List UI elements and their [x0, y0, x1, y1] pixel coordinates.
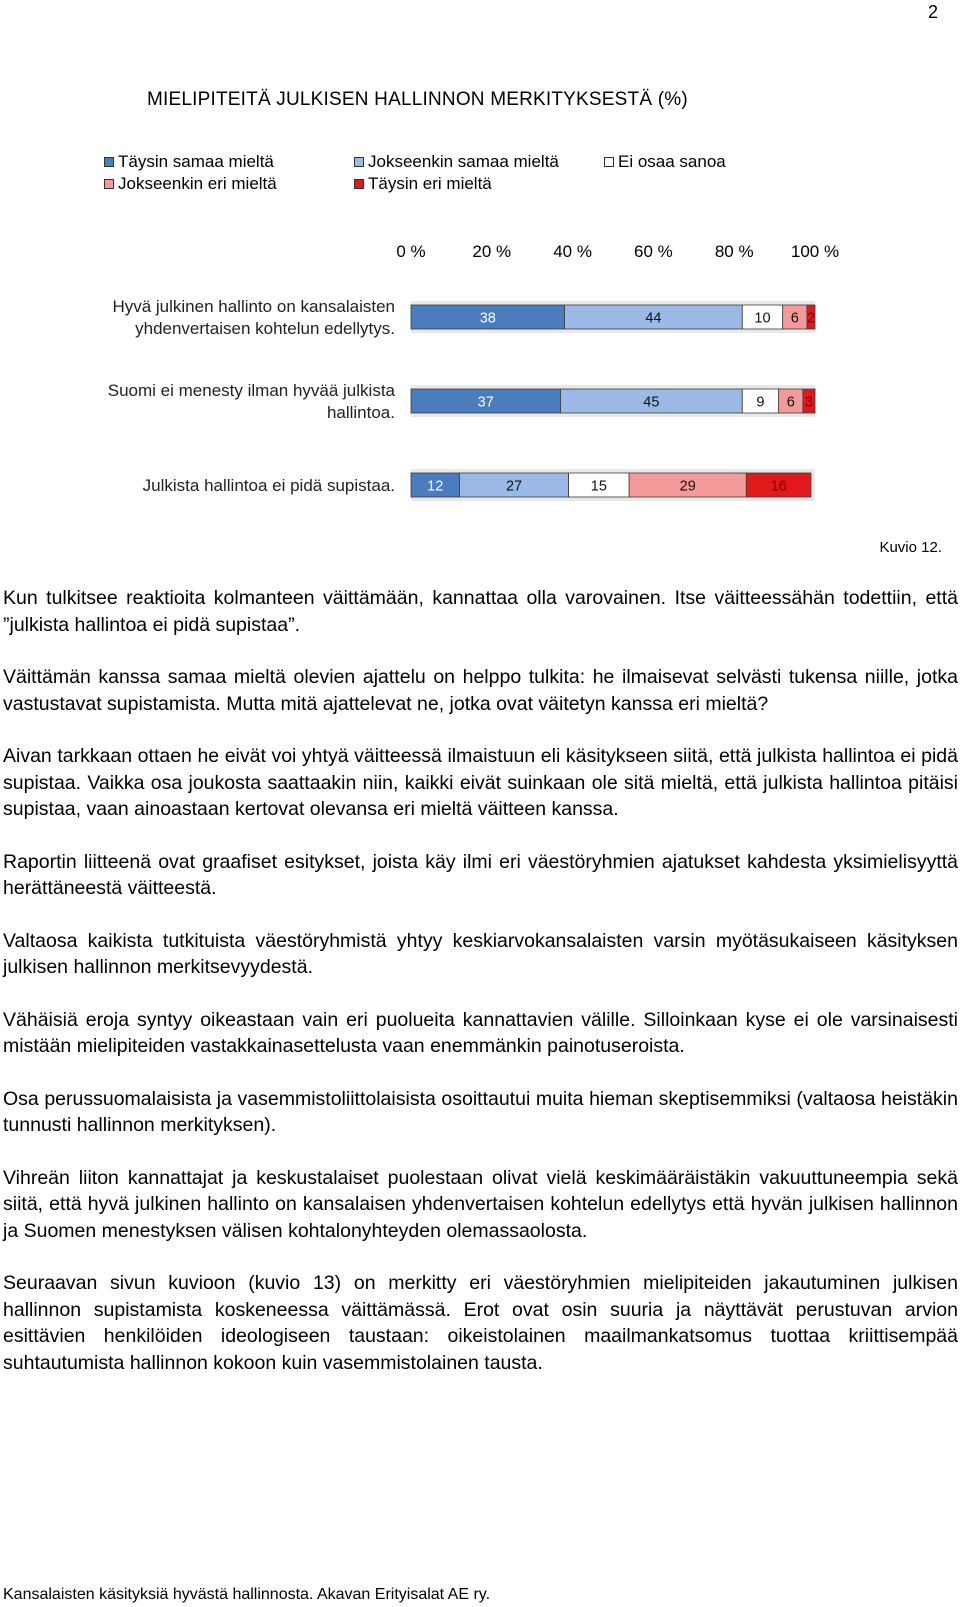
legend-item-ei-osaa [604, 152, 726, 172]
bar-value-label: 9 [756, 394, 765, 411]
category-label: Hyvä julkinen hallinto on kansalaisten [112, 297, 395, 316]
x-tick-label: 80 % [714, 242, 754, 261]
page-number: 2 [927, 2, 938, 22]
legend-item-jokseenkin-eri [104, 174, 277, 194]
legend-item-jokseenkin-samaa [354, 152, 559, 172]
legend-label: Ei osaa sanoa [618, 152, 726, 171]
bar-value-label: 6 [790, 310, 799, 327]
bar-value-label: 15 [590, 478, 607, 495]
paragraph: Seuraavan sivun kuvioon (kuvio 13) on merkitty eri väestöryhmien mielipiteiden jakautuminen julkisen hallinnon supistamista koskeneessa väittämässä. Erot ovat osin suuria ja näyttävät perustuvan arvion esittävien henkilöiden ideologiseen taustaan: oikeistolainen maailmankatsomus tuottaa kriittisempää suhtautumista hallinnon kokoon kuin vasemmistolainen tausta. [3, 1272, 958, 1374]
bar-value-label: 37 [477, 394, 494, 411]
legend-item-taysin-eri [354, 174, 492, 194]
bar-value-label: 16 [770, 478, 787, 495]
x-tick-label: 20 % [472, 242, 512, 261]
legend-swatch [104, 179, 114, 189]
bar-value-label: 10 [754, 310, 771, 327]
figure-label: Kuvio 12. [879, 539, 942, 556]
bar-value-label: 38 [479, 310, 496, 327]
bar-value-label: 3 [804, 394, 813, 411]
legend-label: Täysin samaa mieltä [118, 152, 274, 171]
paragraph: Kun tulkitsee reaktioita kolmanteen väittämään, kannattaa olla varovainen. Itse väitteessähän todettiin, että ”julkista hallintoa ei pidä supistaa”. [3, 587, 958, 636]
legend-label: Jokseenkin samaa mieltä [368, 152, 559, 171]
legend-label: Täysin eri mieltä [368, 174, 492, 193]
category-label: hallintoa. [326, 403, 395, 422]
legend-swatch [604, 157, 614, 167]
x-tick-label: 40 % [553, 242, 592, 261]
chart-title: MIELIPITEITÄ JULKISEN HALLINNON MERKITYKSESTÄ (%) [147, 89, 688, 110]
bar-value-label: 27 [505, 478, 523, 495]
x-tick-label: 60 % [634, 242, 673, 261]
body-text [3, 585, 958, 1402]
category-label: yhdenvertaisen kohtelun edellytys. [135, 319, 395, 338]
legend-swatch [354, 179, 364, 189]
stacked-bar-chart [0, 230, 960, 520]
bar-value-label: 2 [806, 310, 815, 327]
paragraph: Väittämän kanssa samaa mieltä olevien ajattelu on helppo tulkita: he ilmaisevat selvästi tukensa niille, jotka vastustavat supistamista. Mutta mitä ajattelevat ne, jotka ovat väitetyn kanssa eri mieltä? [3, 666, 958, 715]
paragraph: Raportin liitteenä ovat graafiset esitykset, joista käy ilmi eri väestöryhmien ajatukset kahdesta yksimielisyyttä herättäneestä väitteestä. [3, 850, 958, 899]
category-label: Suomi ei menesty ilman hyvää julkista [107, 381, 395, 400]
legend-item-taysin-samaa [104, 152, 274, 172]
x-tick-label: 0 % [396, 242, 426, 261]
x-tick-label: 100 % [790, 242, 840, 261]
paragraph: Valtaosa kaikista tutkituista väestöryhmistä yhtyy keskiarvokansalaisten varsin myötäsukaiseen käsityksen julkisen hallinnon merkitsevyydestä. [3, 929, 958, 978]
bar-value-label: 44 [645, 310, 662, 327]
page-footer: Kansalaisten käsityksiä hyvästä hallinnosta. Akavan Erityisalat AE ry. [3, 1586, 491, 1603]
legend-swatch [354, 157, 364, 167]
legend-swatch [104, 157, 114, 167]
bar-value-label: 6 [786, 394, 795, 411]
paragraph: Vähäisiä eroja syntyy oikeastaan vain eri puolueita kannattavien välille. Silloinkaan kyse ei ole varsinaisesti mistään mielipiteiden vastakkainasettelusta vaan enemmänkin painotuseroista. [3, 1008, 958, 1057]
bar-value-label: 12 [427, 478, 444, 495]
paragraph: Aivan tarkkaan ottaen he eivät voi yhtyä väitteessä ilmaistuun eli käsitykseen siitä, että julkista hallintoa ei pidä supistaa. Vaikka osa joukosta saattaakin niin, kaikki eivät suinkaan ole sitä mieltä, että julkista hallintoa pitäisi supistaa, vaan ainoastaan kertovat olevansa eri mieltä väitteen kanssa. [3, 745, 958, 820]
paragraph: Osa perussuomalaisista ja vasemmistoliittolaisista osoittautui muita hieman skeptisemmiksi (valtaosa heistäkin tunnusti hallinnon merkityksen). [3, 1087, 958, 1136]
bar-value-label: 45 [643, 394, 660, 411]
paragraph: Vihreän liiton kannattajat ja keskustalaiset puolestaan olivat vielä keskimääräistäkin vakuuttuneempia sekä siitä, että hyvä julkinen hallinto on kansalaisen yhdenvertaisen kohtelun edellytys että hyvän julkisen hallinnon ja Suomen menestyksen välisen kohtalonyhteyden olemassaolosta. [3, 1166, 958, 1242]
bar-value-label: 29 [679, 478, 696, 495]
legend-label: Jokseenkin eri mieltä [118, 174, 277, 193]
category-label: Julkista hallintoa ei pidä supistaa. [142, 476, 395, 495]
